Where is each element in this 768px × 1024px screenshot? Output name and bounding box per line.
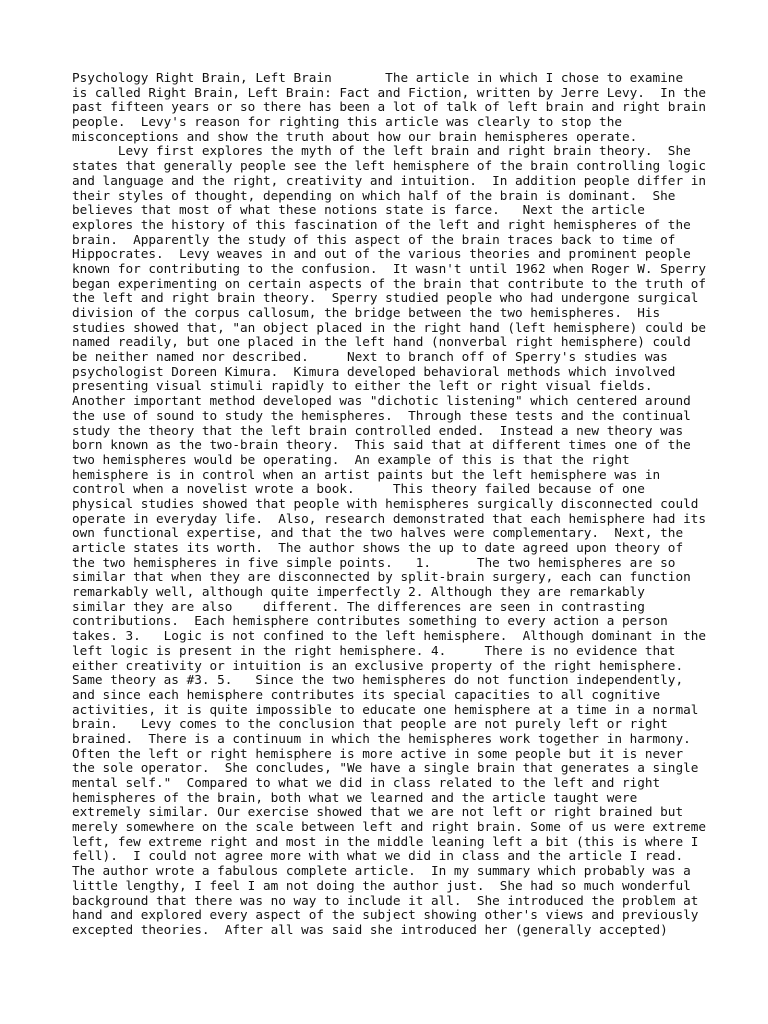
text-line: is called Right Brain, Left Brain: Fact and Fiction, written by Jerre Levy. In the [72, 84, 706, 100]
text-line: similar that when they are disconnected by split-brain surgery, each can function [72, 569, 691, 585]
text-line: article states its worth. The author shows the up to date agreed upon theory of [72, 540, 684, 555]
text-line: little lengthy, I feel I am not doing the author just. She had so much wonderful [72, 877, 691, 893]
text-line: excepted theories. After all was said she introduced her (generally accepted) [72, 921, 668, 937]
text-line: merely somewhere on the scale between left and right brain. Some of us were extreme [72, 819, 706, 835]
text-line: takes. 3. Logic is not confined to the left hemisphere. Although dominant in the [72, 628, 706, 644]
text-line: fell). I could not agree more with what we did in class and the article I read. [72, 848, 684, 864]
text-line: similar they are also different. The differences are seen in contrasting [72, 598, 645, 614]
text-line: the sole operator. She concludes, "We have a single brain that generates a single [72, 760, 699, 776]
text-line: believes that most of what these notions state is farce. Next the article [72, 202, 645, 218]
text-line: operate in everyday life. Also, research demonstrated that each hemisphere had its [72, 510, 706, 526]
text-line: explores the history of this fascination of the left and right hemispheres of the [72, 216, 691, 232]
text-line: people. Levy's reason for righting this article was clearly to stop the [72, 114, 622, 130]
text-line: left, few extreme right and most in the middle leaning left a bit (this is where I [72, 833, 699, 849]
text-line: activities, it is quite impossible to educate one hemisphere at a time in a normal [72, 701, 699, 717]
text-line: the two hemispheres in five simple points. 1. The two hemispheres are so [72, 554, 676, 570]
text-line: Levy first explores the myth of the left brain and right brain theory. She [72, 143, 691, 159]
text-line: brain. Apparently the study of this aspect of the brain traces back to time of [72, 231, 676, 247]
text-line: hemispheres of the brain, both what we learned and the article taught were [72, 789, 638, 805]
text-line: studies showed that, "an object placed in the right hand (left hemisphere) could be [72, 319, 706, 335]
text-line: began experimenting on certain aspects of the brain that contribute to the truth of [72, 275, 706, 291]
text-line: Often the left or right hemisphere is more active in some people but it is never [72, 745, 684, 761]
text-line: misconceptions and show the truth about how our brain hemispheres operate. [72, 128, 638, 144]
text-line: contributions. Each hemisphere contributes something to every action a person [72, 613, 668, 629]
text-line: hand and explored every aspect of the subject showing other's views and previously [72, 907, 699, 923]
text-line: Psychology Right Brain, Left Brain The article in which I chose to examine [72, 70, 684, 85]
text-line: known for contributing to the confusion. It wasn't until 1962 when Roger W. Sperry [72, 260, 706, 276]
text-line: born known as the two-brain theory. This said that at different times one of the [72, 437, 691, 453]
text-line: mental self." Compared to what we did in class related to the left and right [72, 775, 661, 790]
text-line: hemisphere is in control when an artist paints but the left hemisphere was in [72, 466, 661, 482]
text-line: brain. Levy comes to the conclusion that people are not purely left or right [72, 716, 668, 732]
text-line: be neither named nor described. Next to branch off of Sperry's studies was [72, 349, 668, 365]
text-line: Another important method developed was "dichotic listening" which centered around [72, 393, 691, 409]
text-line: background that there was no way to include it all. She introduced the problem at [72, 892, 699, 908]
text-line: two hemispheres would be operating. An example of this is that the right [72, 451, 630, 467]
text-line: extremely similar. Our exercise showed that we are not left or right brained but [72, 804, 684, 820]
text-line: left logic is present in the right hemisphere. 4. There is no evidence that [72, 642, 676, 658]
text-line: and since each hemisphere contributes its special capacities to all cognitive [72, 686, 661, 702]
text-line: presenting visual stimuli rapidly to either the left or right visual fields. [72, 378, 653, 394]
text-line: psychologist Doreen Kimura. Kimura developed behavioral methods which involved [72, 363, 676, 379]
document-body [72, 71, 712, 938]
text-line: states that generally people see the left hemisphere of the brain controlling logic [72, 158, 706, 174]
text-line: physical studies showed that people with hemispheres surgically disconnected could [72, 495, 699, 511]
text-line: Same theory as #3. 5. Since the two hemispheres do not function independently, [72, 672, 684, 688]
text-line: brained. There is a continuum in which the hemispheres work together in harmony. [72, 730, 691, 746]
text-line: study the theory that the left brain controlled ended. Instead a new theory was [72, 422, 684, 438]
text-line: Hippocrates. Levy weaves in and out of the various theories and prominent people [72, 246, 691, 262]
text-line: their styles of thought, depending on which half of the brain is dominant. She [72, 187, 676, 203]
text-line: remarkably well, although quite imperfectly 2. Although they are remarkably [72, 584, 645, 600]
text-line: the left and right brain theory. Sperry studied people who had undergone surgical [72, 290, 699, 306]
text-line: own functional expertise, and that the two halves were complementary. Next, the [72, 525, 684, 541]
text-line: either creativity or intuition is an exclusive property of the right hemisphere. [72, 657, 684, 673]
text-line: past fifteen years or so there has been a lot of talk of left brain and right brain [72, 99, 706, 115]
text-line: control when a novelist wrote a book. This theory failed because of one [72, 481, 645, 497]
text-line: division of the corpus callosum, the bridge between the two hemispheres. His [72, 305, 661, 320]
text-line: named readily, but one placed in the left hand (nonverbal right hemisphere) could [72, 334, 691, 350]
text-line: The author wrote a fabulous complete article. In my summary which probably was a [72, 863, 691, 879]
text-line: and language and the right, creativity and intuition. In addition people differ in [72, 172, 706, 188]
text-line: the use of sound to study the hemispheres. Through these tests and the continual [72, 407, 691, 423]
